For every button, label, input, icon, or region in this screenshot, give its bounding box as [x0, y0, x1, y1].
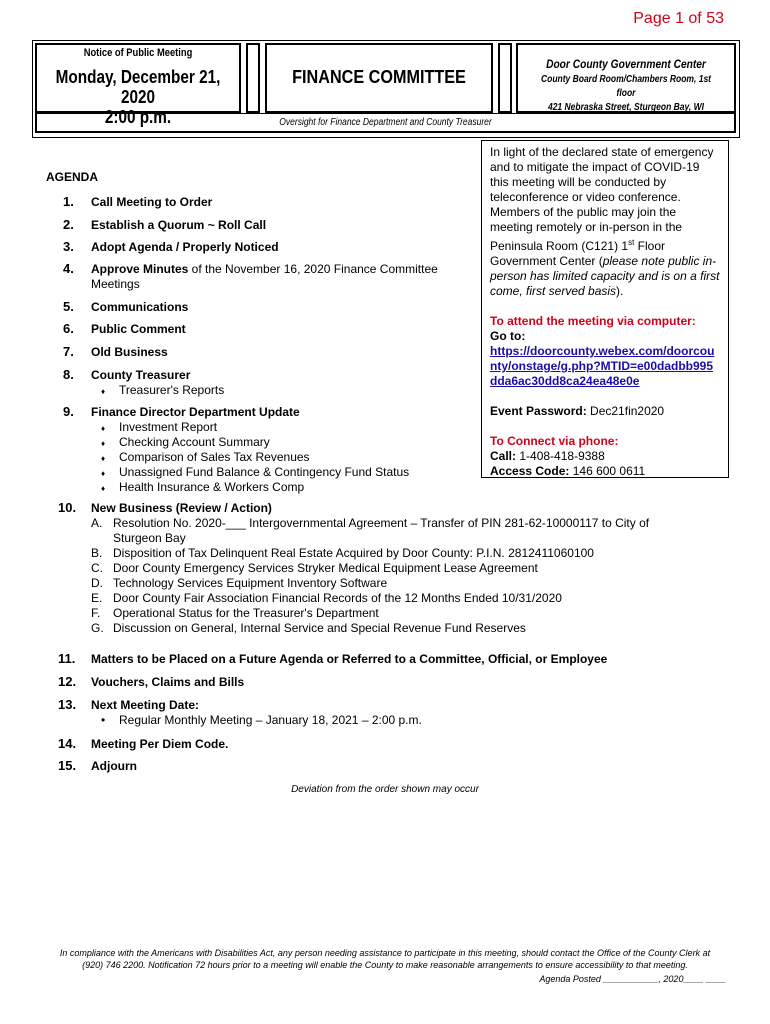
agenda-item-title: Public Comment	[91, 322, 186, 336]
bullet-icon: ♦	[101, 484, 106, 493]
agenda-item-title: New Business (Review / Action)	[91, 501, 272, 515]
agenda-lettered-item: A. Resolution No. 2020-___ Intergovernmental Agreement – Transfer of PIN 281-62-10000117 to City of	[91, 516, 650, 530]
agenda-subitem: • Regular Monthly Meeting – January 18, 2021 – 2:00 p.m.	[101, 713, 422, 727]
agenda-item-title: County Treasurer	[91, 368, 191, 382]
phone-heading: To Connect via phone:	[490, 434, 619, 448]
agenda-item-title: Meeting Per Diem Code.	[91, 737, 229, 751]
bullet-icon: ♦	[101, 454, 106, 463]
bullet-icon: ♦	[101, 469, 106, 478]
agenda-item-title: Communications	[91, 300, 189, 314]
event-password: Event Password: Dec21fin2020	[490, 404, 665, 418]
bullet-icon: •	[101, 713, 106, 727]
agenda-item-number: 2.	[63, 217, 74, 232]
webex-link[interactable]: https://doorcounty.webex.com/doorcounty/onstage/g.php?MTID=e00dadbb995dda6ac30dd8ca24ea48e0e	[490, 344, 715, 388]
agenda-item-number: 7.	[63, 344, 74, 359]
agenda-lettered-item: B. Disposition of Tax Delinquent Real Estate Acquired by Door County: P.I.N. 2812411060100	[91, 546, 594, 560]
agenda-item-title: Old Business	[91, 345, 168, 359]
agenda-item-continued: Meetings	[91, 277, 140, 291]
agenda-item-title: Approve Minutes of the November 16, 2020 Finance Committee	[91, 262, 438, 276]
agenda-item-number: 4.	[63, 261, 74, 276]
covid-notice: In light of the declared state of emergency and to mitigate the impact of COVID-19 this meeting will be conducted by teleconference or video conference. Members of the public may join the meeting remotely or in-person in the Peninsula Room (C121) 1st Floor Government Center (please note public in-person has limited capacity and is on a first come, first served basis).	[490, 145, 720, 298]
item-letter: C.	[91, 561, 103, 575]
item-letter: G.	[91, 621, 104, 635]
divider-box-left	[246, 43, 260, 113]
agenda-item-number: 13.	[58, 697, 77, 712]
agenda-item-title: Next Meeting Date:	[91, 698, 200, 712]
agenda-item-number: 14.	[58, 736, 77, 751]
agenda-item-title: Call Meeting to Order	[91, 195, 213, 209]
agenda-item-number: 10.	[58, 500, 77, 515]
agenda-subitem: ♦ Unassigned Fund Balance & Contingency Fund Status	[101, 465, 410, 479]
oversight-text: Oversight for Finance Department and County Treasurer	[279, 117, 492, 128]
agenda-lettered-item: F. Operational Status for the Treasurer's Department	[91, 606, 379, 620]
location-name: Door County Government Center	[546, 57, 706, 71]
agenda-item-number: 15.	[58, 758, 77, 773]
agenda-item-number: 9.	[63, 404, 74, 419]
agenda-lettered-item: D. Technology Services Equipment Inventory Software	[91, 576, 388, 590]
agenda-lettered-item: C. Door County Emergency Services Stryker Medical Equipment Lease Agreement	[91, 561, 538, 575]
ada-footer	[40, 947, 730, 971]
agenda-item-number: 3.	[63, 239, 74, 254]
agenda-item-number: 11.	[58, 651, 76, 666]
access-code: Access Code: 146 600 0611	[490, 464, 646, 478]
bullet-icon: ♦	[101, 387, 106, 396]
agenda-lettered-continued: Sturgeon Bay	[113, 531, 186, 545]
ada-footer-line1: In compliance with the Americans with Disabilities Act, any person needing assistance to participate in this meeting, should contact the Office of the County Clerk at	[59, 948, 711, 958]
location-box	[516, 43, 736, 113]
agenda-subitem: ♦ Checking Account Summary	[101, 435, 270, 449]
call-number: Call: 1-408-418-9388	[490, 449, 605, 463]
item-letter: D.	[91, 576, 103, 590]
ada-footer-line2: (920) 746 2200. Notification 72 hours prior to a meeting will enable the County to make reasonable arrangements to ensure accessibility to that meeting.	[82, 960, 688, 970]
meeting-time: 2:00 p.m.	[104, 107, 172, 127]
agenda-lettered-item: E. Door County Fair Association Financial Records of the 12 Months Ended 10/31/2020	[91, 591, 562, 605]
item-letter: E.	[91, 591, 103, 605]
item-letter: F.	[91, 606, 101, 620]
location-room: County Board Room/Chambers Room, 1st floor	[540, 74, 712, 99]
agenda-item-number: 1.	[63, 194, 74, 209]
covid-notice-box	[481, 140, 729, 478]
meeting-date: Monday, December 21, 2020	[55, 67, 221, 107]
bullet-icon: ♦	[101, 424, 106, 433]
oversight-box	[35, 113, 736, 133]
agenda-lettered-item: G. Discussion on General, Internal Service and Special Revenue Fund Reserves	[91, 621, 526, 635]
agenda-item-title: Finance Director Department Update	[91, 405, 300, 419]
location-detail	[534, 73, 718, 115]
agenda-item-number: 8.	[63, 367, 74, 382]
goto-label: Go to:	[490, 329, 526, 343]
item-letter: B.	[91, 546, 103, 560]
agenda-item-title: Vouchers, Claims and Bills	[91, 675, 245, 689]
agenda-posted: Agenda Posted ___________, 2020____ ____	[539, 974, 726, 984]
deviation-note: Deviation from the order shown may occur	[291, 784, 479, 795]
agenda-subitem: ♦ Treasurer's Reports	[101, 383, 225, 397]
agenda-subitem: ♦ Investment Report	[101, 420, 218, 434]
agenda-subitem: ♦ Health Insurance & Workers Comp	[101, 480, 305, 494]
agenda-item-title: Establish a Quorum ~ Roll Call	[91, 218, 267, 232]
computer-heading: To attend the meeting via computer:	[490, 314, 696, 328]
agenda-item-number: 6.	[63, 321, 74, 336]
agenda-item-title: Adopt Agenda / Properly Noticed	[91, 240, 279, 254]
location-address: 421 Nebraska Street, Sturgeon Bay, WI	[547, 102, 705, 113]
committee-title: FINANCE COMMITTEE	[292, 67, 466, 87]
agenda-heading: AGENDA	[46, 170, 99, 184]
committee-box	[265, 43, 493, 113]
meeting-date-box	[35, 43, 241, 127]
notice-label: Notice of Public Meeting	[83, 47, 193, 59]
agenda-item-title: Adjourn	[91, 759, 137, 773]
agenda-item-title: Matters to be Placed on a Future Agenda or Referred to a Committee, Official, or Employee	[91, 652, 608, 666]
divider-box-right	[498, 43, 512, 113]
bullet-icon: ♦	[101, 439, 106, 448]
agenda-item-number: 12.	[58, 674, 77, 689]
item-letter: A.	[91, 516, 103, 530]
agenda-subitem: ♦ Comparison of Sales Tax Revenues	[101, 450, 310, 464]
agenda-item-number: 5.	[63, 299, 74, 314]
page-number: Page 1 of 53	[633, 10, 724, 27]
